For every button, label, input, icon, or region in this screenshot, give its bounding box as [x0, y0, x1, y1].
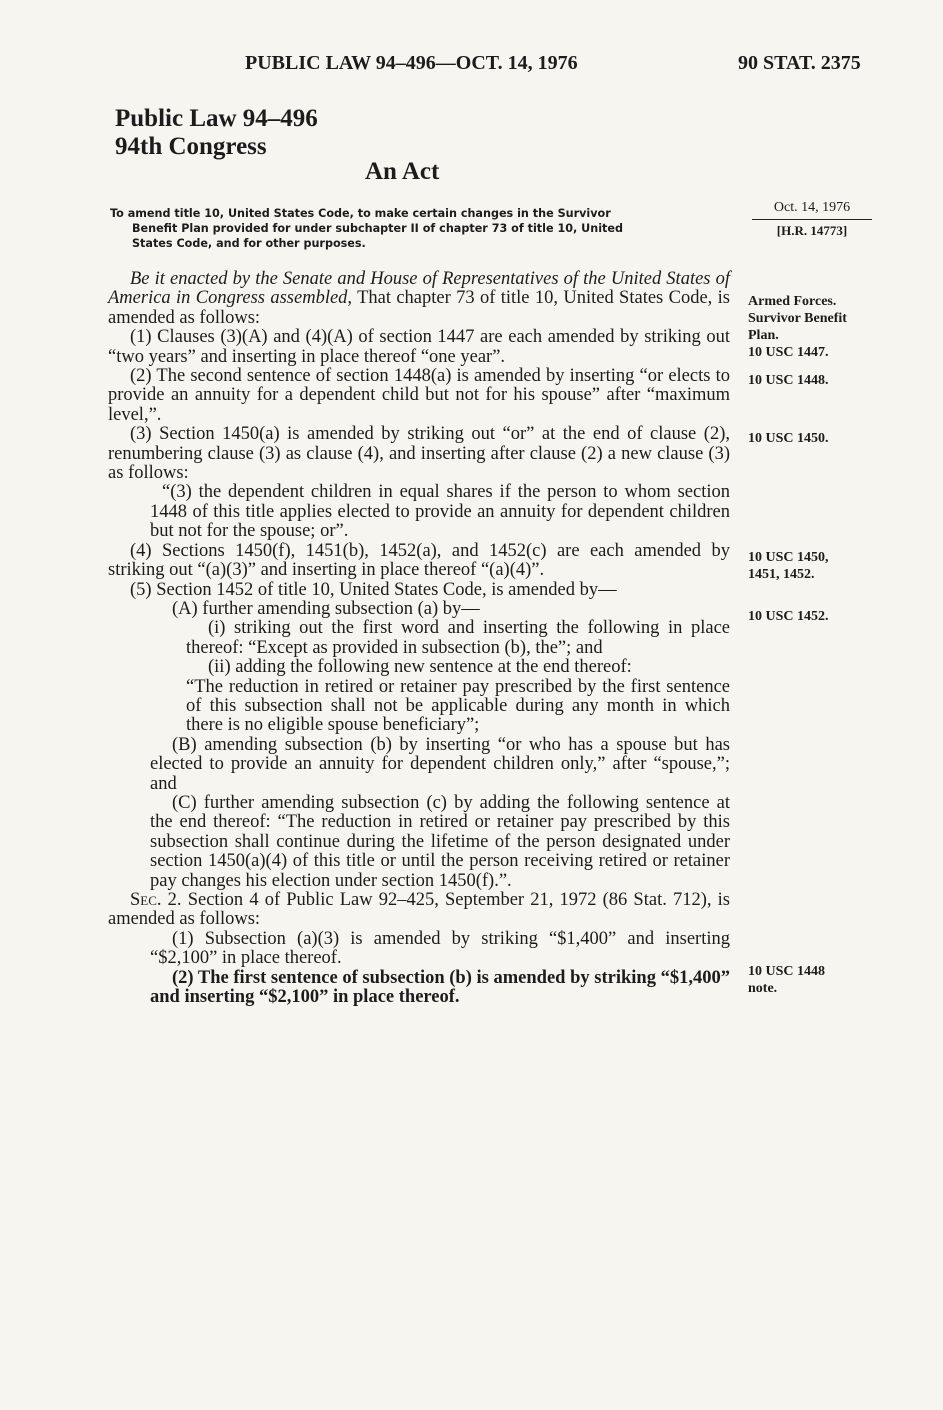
margin-note-line: Survivor Benefit	[748, 311, 847, 326]
paragraph-5-A-i: (i) striking out the first word and inserting the following in place thereof: “Except as provided in subsection (b), the”; and	[186, 618, 730, 658]
enacting-clause	[108, 270, 730, 328]
enactment-date-box	[752, 197, 872, 242]
paragraph-2: (2) The second sentence of section 1448(a) is amended by inserting “or elects to provide an annuity for a dependent child but not for his spouse” after “maximum level,”.	[108, 366, 730, 425]
section-2-paragraph-2: (2) The first sentence of subsection (b) is amended by striking “$1,400” and inserting “$2,100” in place thereof.	[150, 967, 730, 1008]
paragraph-5: (5) Section 1452 of title 10, United States Code, is amended by—	[130, 579, 617, 600]
congress: 94th Congress	[115, 133, 267, 160]
section-2-paragraph-1: (1) Subsection (a)(3) is amended by striking “$1,400” and inserting “$2,100” in place thereof.	[150, 928, 730, 969]
law-title-block	[115, 105, 318, 161]
paragraph-3-quote: “(3) the dependent children in equal shares if the person to whom section 1448 of this title applies elected to provide an annuity for dependent children but not for the spouse; or”.	[150, 482, 730, 542]
bill-number: [H.R. 14773]	[776, 223, 848, 238]
statute-reference: 90 STAT. 2375	[738, 52, 861, 74]
paragraph-1: (1) Clauses (3)(A) and (4)(A) of section 1447 are each amended by striking out “two years” and inserting in place thereof “one year”.	[108, 327, 730, 367]
margin-note-line: Plan.	[748, 328, 779, 343]
margin-note-line: 10 USC 1450,	[748, 550, 829, 565]
paragraph-4: (4) Sections 1450(f), 1451(b), 1452(a), and 1452(c) are each amended by striking out “(a)(3)” and inserting in place thereof “(a)(4)”.	[108, 540, 730, 581]
margin-note-usc-1450: 10 USC 1450.	[748, 431, 829, 446]
act-body	[108, 270, 730, 1007]
margin-note-armed-forces	[748, 293, 888, 361]
long-title-line: Benefit Plan provided for under subchapter II of chapter 73 of title 10, United	[132, 222, 623, 235]
margin-note-line: 10 USC 1447.	[748, 345, 829, 360]
margin-note-line: 10 USC 1448	[748, 964, 826, 979]
paragraph-5-A: (A) further amending subsection (a) by—	[172, 598, 480, 619]
running-head: PUBLIC LAW 94–496—OCT. 14, 1976	[245, 52, 578, 74]
section-2-label: Sec.	[130, 890, 162, 910]
section-2-text: 2. Section 4 of Public Law 92–425, September 21, 1972 (86 Stat. 712), is amended as follows:	[108, 890, 730, 930]
margin-note-usc-1450-1451-1452	[748, 549, 888, 583]
long-title	[110, 206, 730, 251]
margin-note-line: 1451, 1452.	[748, 567, 815, 582]
paragraph-5-B: (B) amending subsection (b) by inserting “or who has a spouse but has elected to provide an annuity for dependent children only,” after “spouse,”; and	[150, 734, 730, 794]
enacting-clause-italic: Be it enacted by the Senate and House of Representatives of the United States of America in Congress assembled,	[108, 269, 730, 309]
paragraph-5-C: (C) further amending subsection (c) by adding the following sentence at the end thereof: “The reduction in retired or retainer pay prescribed by this subsection shall continue during the lifetime of the person designated under section 1450(a)(4) of this title or until the person receiving retired or retainer pay changes his election under section 1450(f).”.	[150, 792, 730, 891]
margin-note-usc-1448-note	[748, 963, 888, 997]
section-2	[108, 891, 730, 930]
law-number: Public Law 94–496	[115, 105, 318, 132]
enactment-date: Oct. 14, 1976	[752, 197, 872, 220]
margin-note-line: Armed Forces.	[748, 294, 837, 309]
act-heading: An Act	[365, 158, 440, 185]
margin-note-line: note.	[748, 981, 778, 996]
long-title-line: States Code, and for other purposes.	[132, 237, 366, 250]
paragraph-3: (3) Section 1450(a) is amended by striking out “or” at the end of clause (2), renumbering clause (3) as clause (4), and inserting after clause (2) a new clause (3) as follows:	[108, 424, 730, 484]
margin-note-usc-1452: 10 USC 1452.	[748, 609, 829, 624]
paragraph-5-A-ii-quote: “The reduction in retired or retainer pay prescribed by the first sentence of this subsection shall not be applicable during any month in which there is no eligible spouse beneficiary”;	[186, 676, 730, 736]
paragraph-5-A-ii: (ii) adding the following new sentence at the end thereof:	[208, 657, 632, 678]
margin-note-usc-1448: 10 USC 1448.	[748, 373, 829, 388]
long-title-line: To amend title 10, United States Code, to make certain changes in the Survivor	[110, 207, 611, 220]
enacting-clause-rest: That chapter 73 of title 10, United States Code, is amended as follows:	[108, 288, 730, 328]
